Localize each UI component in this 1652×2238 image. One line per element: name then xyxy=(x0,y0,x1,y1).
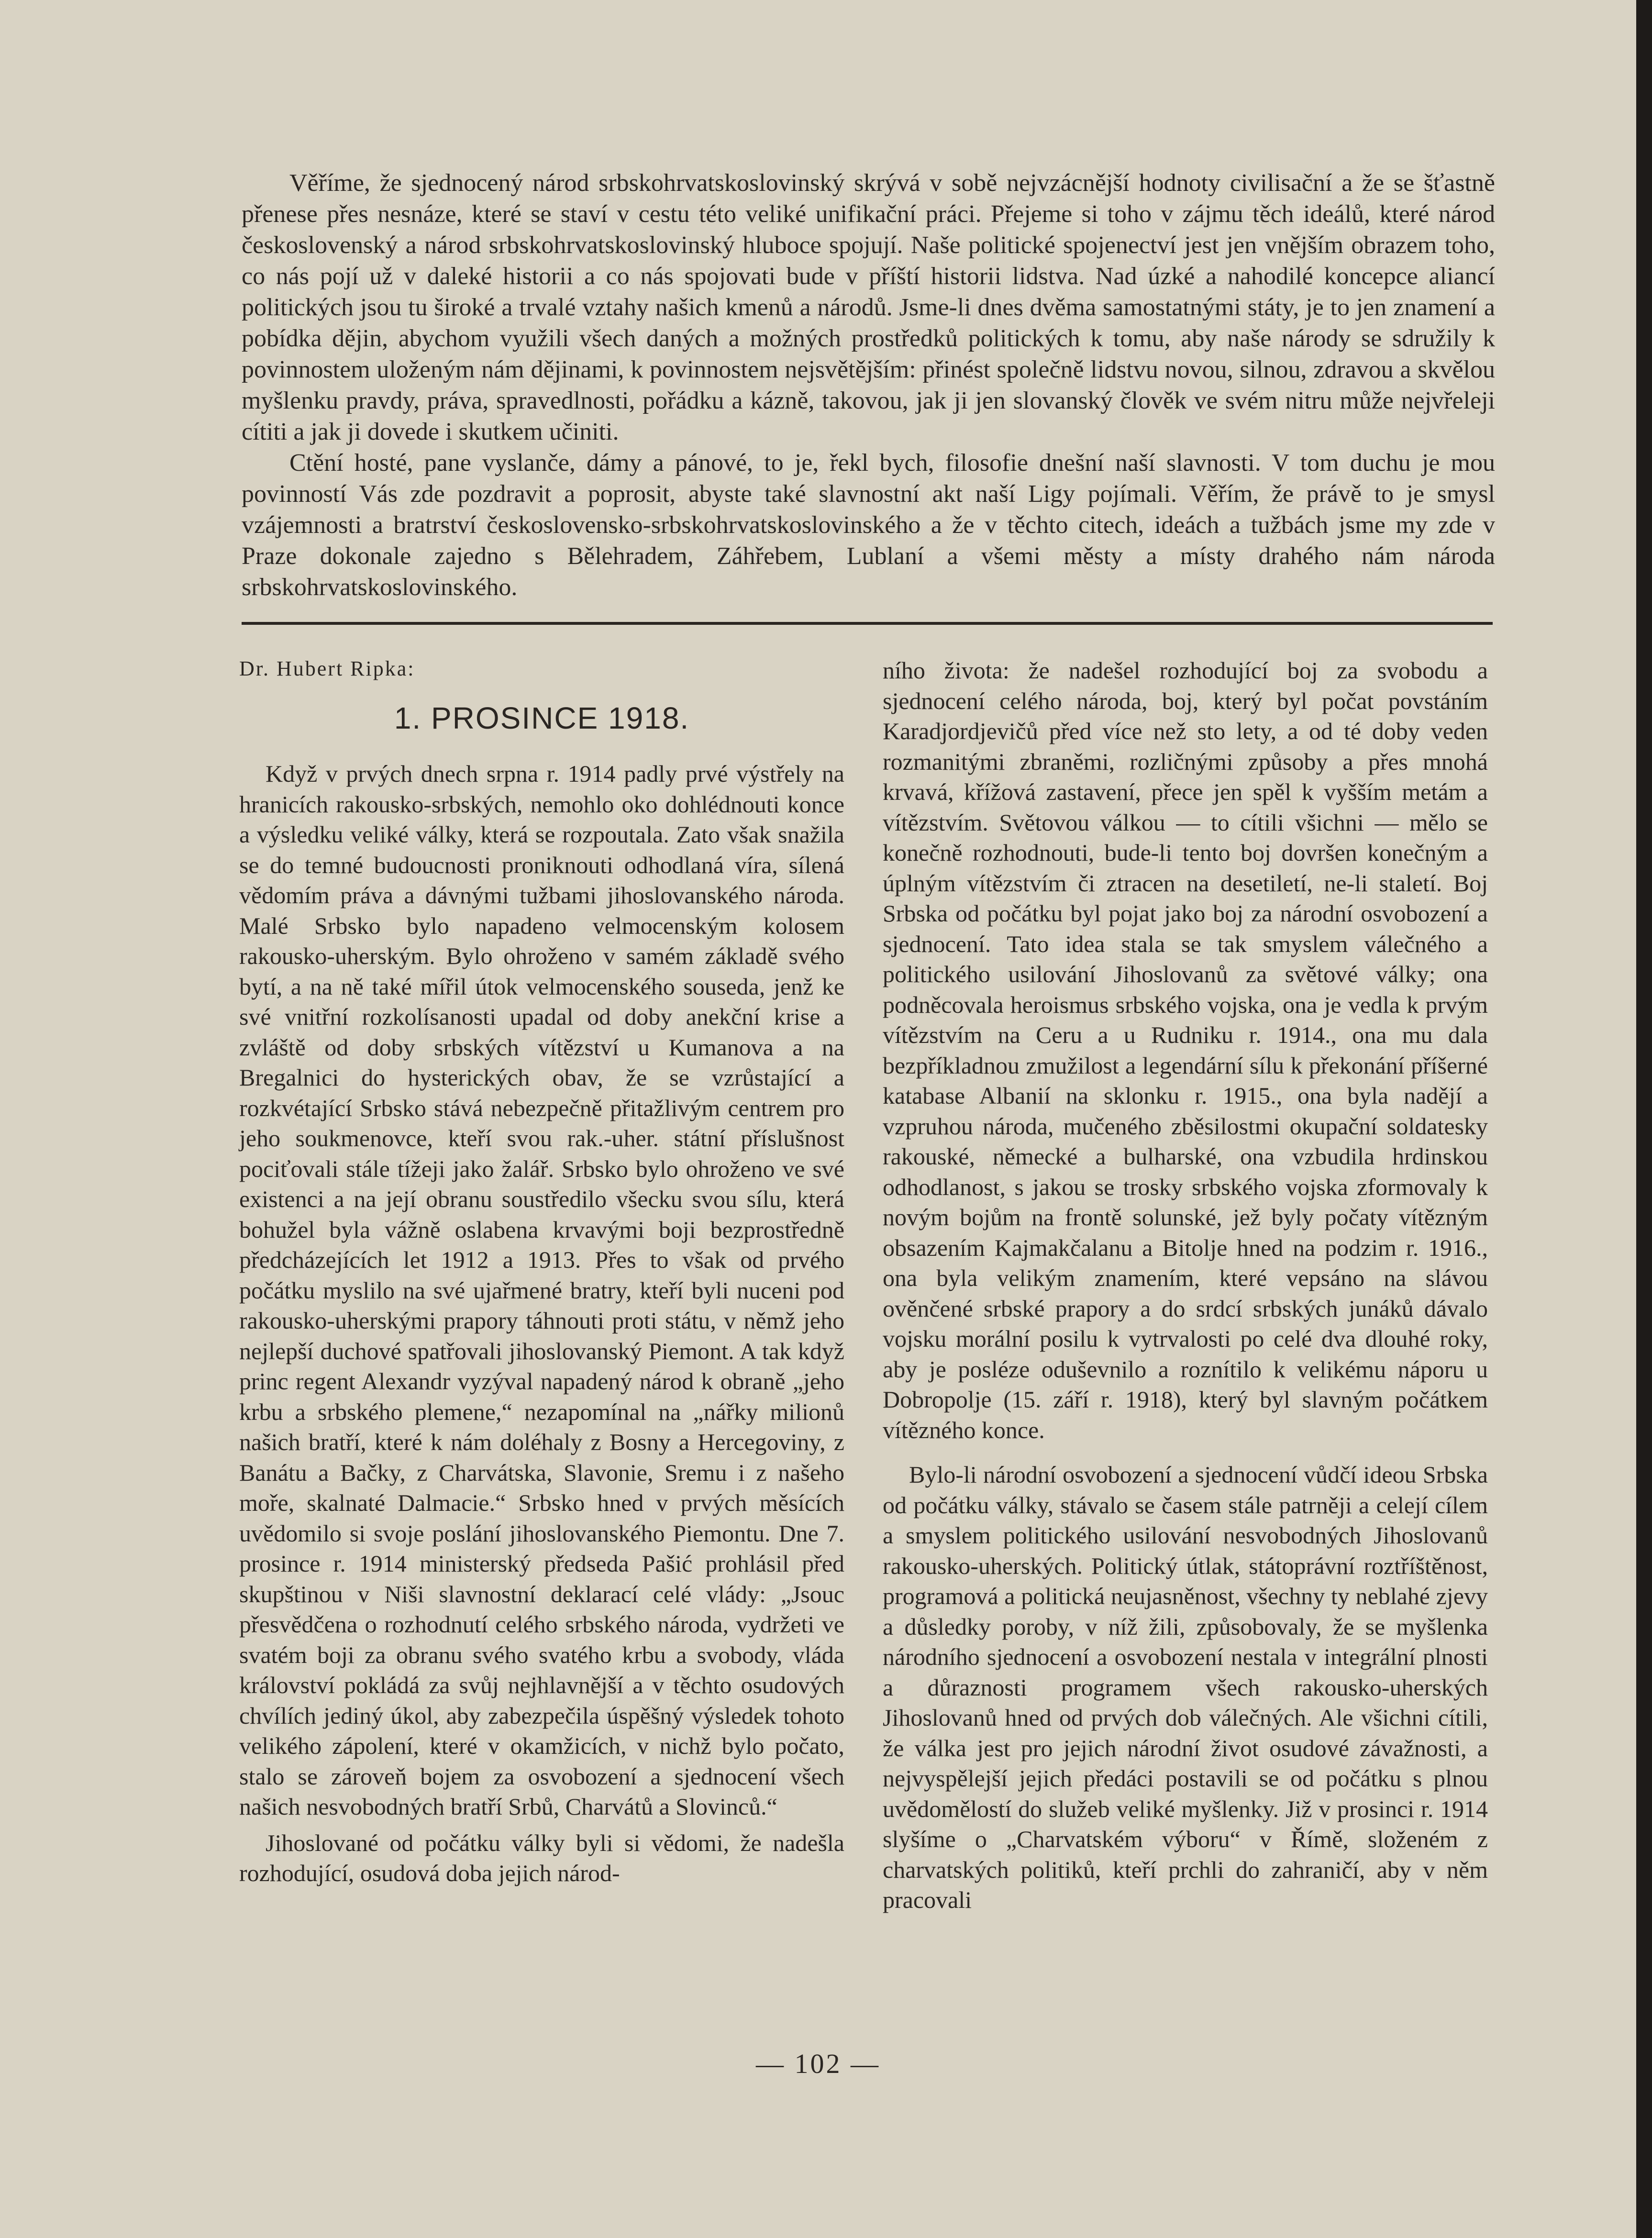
article-paragraph: Jihoslované od počátku války byli si vědomi, že nadešla rozhodující, osudová doba jejich národ- xyxy=(239,1829,844,1886)
article-column-right xyxy=(883,655,1488,1916)
section-divider xyxy=(242,622,1493,625)
article-paragraph: Bylo-li národní osvobození a sjednocení vůdčí ideou Srbska od počátku války, stávalo se časem stále patrněji a celejí cílem a smyslem politického usilování nesvobodných Jihoslovanů rakousko-uherských. Politický útlak, státoprávní roztříštěnost, programová a politická neujasněnost, všechny ty neblahé zjevy a důsledky poroby, v níž žili, způsobovaly, že se myšlenka národního sjednocení a osvobození nestala v integrální plnosti a důraznosti programem všech rakousko-uherských Jihoslovanů hned od prvých dob válečných. Ale všichni cítili, že válka jest pro jejich národní život osudové závažnosti, a nejvyspělejší jejich předáci postavili se od počátku s plnou uvědomělostí do služeb veliké myšlenky. Již v prosinci r. 1914 slyšíme o „Charvatském výboru“ v Římě, složeném z charvatských politiků, kteří prchli do zahraničí, aby v něm pracovali xyxy=(883,1461,1488,1913)
article-column-left xyxy=(239,655,844,1889)
article-title: 1. PROSINCE 1918. xyxy=(394,701,690,735)
article-author: Dr. Hubert Ripka: xyxy=(239,657,415,680)
page-number: — 102 — xyxy=(756,2048,880,2079)
article-paragraph: ního života: že nadešel rozhodující boj za svobodu a sjednocení celého národa, boj, který byl počat povstáním Karadjordjevičů před více než sto lety, a od té doby veden rozmanitými zbraněmi, rozličnými způsoby a přes mnohá krvavá, křížová zastavení, přece jen spěl k vyšším metám a vítězstvím. Světovou válkou — to cítili všichni — mělo se konečně rozhodnouti, bude-li tento boj dovršen konečným a úplným vítězstvím či ztracen na desetiletí, ne-li staletí. Boj Srbska od počátku byl pojat jako boj za národní osvobození a sjednocení. Tato idea stala se tak smyslem válečného a politického usilování Jihoslovanů za světové války; ona podněcovala heroismus srbského vojska, ona je vedla k prvým vítězstvím na Ceru a u Rudniku r. 1914., ona mu dala bezpříkladnou zmužilost a legendární sílu k překonání příšerné katabase Albanií na sklonku r. 1915., ona byla nadějí a vzpruhou národa, mučeného zběsilostmi okupační soldatesky rakouské, německé a bulharské, ona vzbudila hrdinskou odhodlanost, s jakou se trosky srbského vojska zformovaly k novým bojům na frontě solunské, jež byly počaty vítězným obsazením Kajmakčalanu a Bitolje hned na podzim r. 1916., ona byla velikým znamením, které vepsáno na slávou ověnčené srbské prapory a do srdcí srbských junáků dávalo vojsku morální posilu k vytrvalosti po celé dva dlouhé roky, aby je posléze oduševnilo a roznítilo k velikému náporu u Dobropolje (15. září r. 1918), který byl slavným počátkem vítězného konce. xyxy=(883,657,1488,1443)
scan-edge xyxy=(1636,0,1652,2238)
intro-text xyxy=(242,167,1495,603)
intro-paragraph-2: Ctění hosté, pane vyslanče, dámy a pánové, to je, řekl bych, filosofie dnešní naší slavnosti. V tom duchu je mou povinností Vás zde pozdravit a poprosit, abyste také slavnostní akt naší Ligy pojímali. Věřím, že právě to je smysl vzájemnosti a bratrství československo-srbskohrvatskoslovinského a že v těchto citech, ideách a tužbách jsme my zde v Praze dokonale zajedno s Bělehradem, Záhřebem, Lublaní a všemi městy a místy drahého nám národa srbskohrvatskoslovinského. xyxy=(242,449,1495,601)
intro-paragraph-1: Věříme, že sjednocený národ srbskohrvatskoslovinský skrývá v sobě nejvzácnější hodnoty civilisační a že se šťastně přenese přes nesnáze, které se staví v cestu této veliké unifikační práci. Přejeme si toho v zájmu těch ideálů, které národ československý a národ srbskohrvatskoslovinský hluboce spojují. Naše politické spojenectví jest jen vnějším obrazem toho, co nás pojí už v daleké historii a co nás spojovati bude v příští historii lidstva. Nad úzké a nahodilé koncepce aliancí politických jsou tu široké a trvalé vztahy našich kmenů a národů. Jsme-li dnes dvěma samostatnými státy, je to jen znamení a pobídka dějin, abychom využili všech daných a možných prostředků politických k tomu, aby naše národy se sdružily k povinnostem uloženým nám dějinami, k povinnostem nejsvětějším: přinést společně lidstvu novou, silnou, zdravou a skvělou myšlenku pravdy, práva, spravedlnosti, pořádku a kázně, takovou, jak ji jen slovanský člověk ve svém nitru může nejvřeleji cítiti a jak ji dovede i skutkem učiniti. xyxy=(242,169,1495,445)
article-paragraph: Když v prvých dnech srpna r. 1914 padly prvé výstřely na hranicích rakousko-srbských, nemohlo oko dohlédnouti konce a výsledku veliké války, která se rozpoutala. Zato však snažila se do temné budoucnosti proniknouti odhodlaná víra, sílená vědomím práva a dávnými tužbami jihoslovanského národa. Malé Srbsko bylo napadeno velmocenským kolosem rakousko-uherským. Bylo ohroženo v samém základě svého bytí, a na ně také mířil útok velmocenského souseda, jenž ke své vnitřní rozkolísanosti upadal od doby anekční krise a zvláště od doby srbských vítězství u Kumanova a na Bregalnici do hysterických obav, že se vzrůstající a rozkvétající Srbsko stává nebezpečně přitažlivým centrem pro jeho soukmenovce, kteří svou rak.-uher. státní příslušnost pociťovali stále tížeji jako žalář. Srbsko bylo ohroženo ve své existenci a na její obranu soustředilo všecku svou sílu, která bohužel byla vážně oslabena krvavými boji bezprostředně předcházejících let 1912 a 1913. Přes to však od prvého počátku myslilo na své ujařmené bratry, kteří byli nuceni pod rakousko-uherskými prapory táhnouti proti státu, v němž jeho nejlepší duchové spatřovali jihoslovanský Piemont. A tak když princ regent Alexandr vyzýval napadený národ k obraně „jeho krbu a srbského plemene,“ nezapomínal na „nářky milionů našich bratří, které k nám doléhaly z Bosny a Hercegoviny, z Banátu a Bačky, z Charvátska, Slavonie, Sremu i z našeho moře, skalnaté Dalmacie.“ Srbsko hned v prvých měsících uvědomilo si svoje poslání jihoslovanského Piemontu. Dne 7. prosince r. 1914 ministerský předseda Pašić prohlásil před skupštinou v Niši slavnostní deklarací celé vlády: „Jsouc přesvědčena o rozhodnutí celého srbského národa, vydržeti ve svatém boji za obranu svého svatého krbu a svobody, vláda království pokládá za svůj nejhlavnější a v těchto osudových chvílích jediný úkol, aby zabezpečila úspěšný výsledek tohoto velikého zápolení, které v okamžicích, v nichž bylo počato, stalo se zároveň bojem za osvobození a sjednocení všech našich nesvobodných bratří Srbů, Charvátů a Slovinců.“ xyxy=(239,760,844,1820)
